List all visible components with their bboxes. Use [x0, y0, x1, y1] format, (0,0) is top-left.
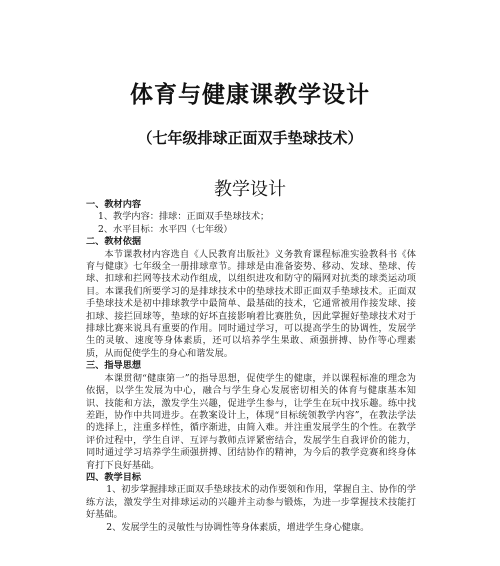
paragraph-teaching-basis: 本节课教材内容选自《人民教育出版社》义务教育课程标准实验教科书《体育与健康》七年级全一册排球章节。排球是由准备姿势、移动、发球、垫球、传球、扣球和拦网等技术动作组成，以组织进攻和防守的隔网对抗类的球类运动项目。本课我们所要学习的是排球技术中的垫球技术即正面双手垫球技术。正面双手垫球技术是初中排球教学中最简单、最基础的技术，它通常被用作接发球、接扣球、接拦回球等，垫球的好坏直接影响着比赛胜负，因此掌握好垫球技术对于排球比赛来说具有重要的作用。同时通过学习，可以提高学生的协调性，发展学生的灵敏、速度等身体素质，还可以培养学生果敢、顽强拼搏、协作等心理素质，从而促使学生的身心和谐发展。: [86, 248, 416, 359]
objective-item: 2、发展学生的灵敏性与协调性等身体素质，增进学生身心健康。: [106, 521, 370, 533]
document-title: 体育与健康课教学设计: [130, 82, 370, 108]
section-title: 教学设计: [214, 179, 286, 200]
heading-teaching-content: 一、教材内容: [86, 199, 142, 210]
document-subtitle: （七年级排球正面双手垫球技术）: [137, 129, 363, 147]
heading-guiding-ideology: 三、指导思想: [86, 360, 142, 372]
list-item: 1、教学内容：排球：正面双手垫球技术；: [98, 211, 270, 223]
heading-teaching-objectives: 四、教学目标: [86, 471, 142, 483]
objective-item: 1、初步掌握排球正面双手垫球技术的动作要领和作用，掌握自主、协作的学练方法，激发学生对排球运动的兴趣并主动参与锻炼，为进一步掌握技术技能打好基础。: [86, 484, 416, 521]
document-body: [86, 199, 416, 534]
heading-teaching-basis: 二、教材依据: [86, 236, 142, 248]
paragraph-guiding-ideology: 本课贯彻“健康第一”的指导思想，促使学生的健康，并以课程标准的理念为依据，以学生发展为中心，融合与学生身心发展密切相关的体育与健康基本知识、技能和方法，激发学生兴趣，促进学生参与，让学生在玩中找乐趣。练中找差距，协作中共同进步。在教案设计上，体现“目标统领教学内容”，在教法学法的选择上，注重多样性，循序渐进，由简入难。并注重发展学生的个性。在教学评价过程中，学生自评、互评与教师点评紧密结合，发展学生自我评价的能力，同时通过学习培养学生顽强拼搏、团结协作的精神，为今后的教学竞赛和终身体育打下良好基础。: [86, 372, 416, 471]
list-item: 2、水平目标：水平四（七年级）: [98, 223, 233, 235]
